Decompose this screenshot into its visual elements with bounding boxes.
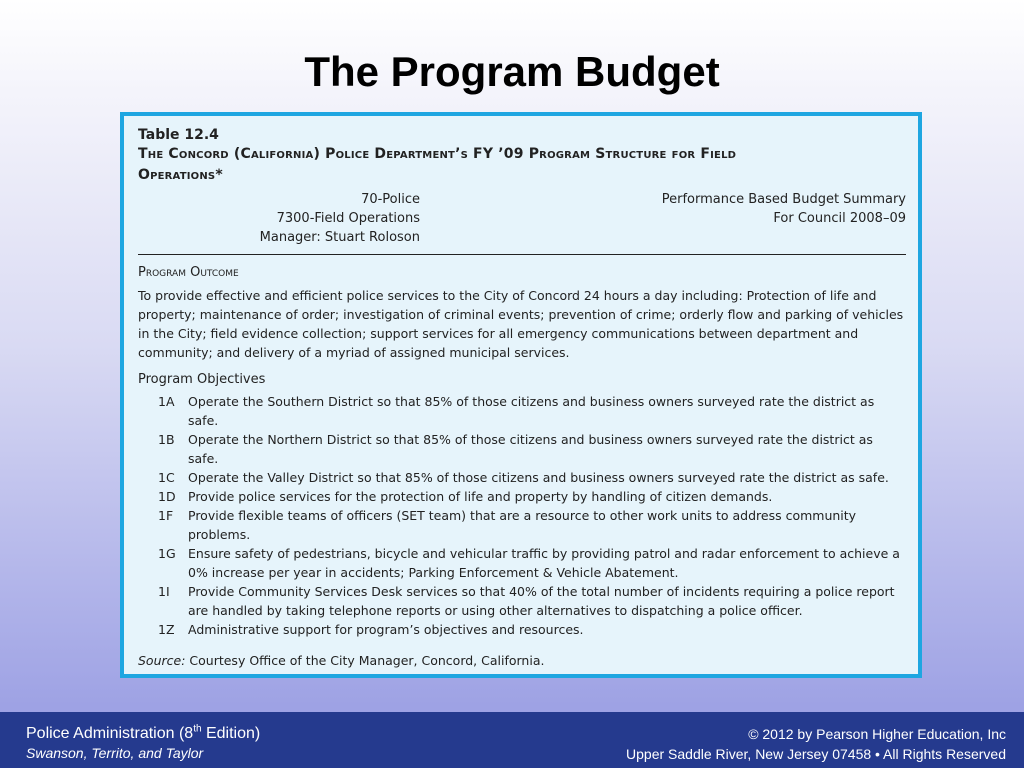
footer-right <box>626 724 1006 764</box>
objective-text: Operate the Valley District so that 85% of those citizens and business owners surveyed rate the district as safe. <box>188 470 889 485</box>
objective-code: 1F <box>158 508 174 523</box>
divider <box>138 254 906 255</box>
objective-text: Provide flexible teams of officers (SET team) that are a resource to other work units to address community problems. <box>188 508 857 542</box>
footer-bar <box>0 712 1024 768</box>
objective-item <box>138 620 906 639</box>
source-text: Courtesy Office of the City Manager, Concord, California. <box>189 653 545 668</box>
book-title-main: Police Administration (8 <box>26 725 194 742</box>
source-label: Source: <box>138 653 186 668</box>
meta-division: 7300-Field Operations <box>276 211 420 226</box>
footer-left <box>26 724 260 762</box>
book-title-suffix: Edition) <box>201 725 261 742</box>
objective-item <box>138 506 906 544</box>
meta-left <box>138 190 420 247</box>
slide-title: The Program Budget <box>304 48 720 95</box>
table-frame <box>120 112 922 678</box>
objective-item <box>138 430 906 468</box>
objectives-heading: Program Objectives <box>138 372 266 387</box>
objective-item <box>138 544 906 582</box>
objective-text: Provide police services for the protection of life and property by handling of citizen demands. <box>188 489 773 504</box>
edition-superscript: th <box>193 723 202 735</box>
copyright: © 2012 by Pearson Higher Education, Inc <box>748 726 1006 742</box>
authors: Swanson, Territo, and Taylor <box>26 745 204 761</box>
table-content <box>138 126 906 670</box>
objective-text: Operate the Southern District so that 85% of those citizens and business owners surveyed rate the district as safe. <box>188 394 875 428</box>
objective-text: Ensure safety of pedestrians, bicycle and vehicular traffic by providing patrol and radar enforcement to achieve a 0% increase per year in accidents; Parking Enforcement & Vehicle Abatement. <box>188 546 900 580</box>
objective-code: 1G <box>158 546 176 561</box>
objective-code: 1I <box>158 584 170 599</box>
meta-budget-summary: Performance Based Budget Summary <box>661 192 906 207</box>
objective-item <box>138 392 906 430</box>
objectives-list <box>138 392 906 639</box>
outcome-text: To provide effective and efficient police services to the City of Concord 24 hours a day including: Protection of life and property; maintenance of order; investigation of criminal events; prevention of crime; orderly flow and parking of vehicles in the City; field evidence collection; support services for all emergency communications between department and community; and delivery of a myriad of assigned municipal services. <box>138 288 904 360</box>
outcome-heading: Program Outcome <box>138 265 239 280</box>
objective-code: 1Z <box>158 622 175 637</box>
objective-item <box>138 487 906 506</box>
meta-right <box>662 190 906 228</box>
objective-code: 1B <box>158 432 175 447</box>
source-line <box>138 651 906 670</box>
meta-council-year: For Council 2008–09 <box>773 211 906 226</box>
objective-item <box>138 468 906 487</box>
objective-code: 1C <box>158 470 175 485</box>
objective-item <box>138 582 906 620</box>
table-heading: The Concord (California) Police Department’s FY ’09 Program Structure for Field Operations* <box>138 146 737 183</box>
table-number: Table 12.4 <box>138 127 219 143</box>
objective-text: Provide Community Services Desk services so that 40% of the total number of incidents requiring a police report are handled by taking telephone reports or using other alternatives to dispatching a police officer. <box>188 584 895 618</box>
objective-code: 1A <box>158 394 175 409</box>
objective-text: Operate the Northern District so that 85% of those citizens and business owners surveyed rate the district as safe. <box>188 432 873 466</box>
meta-manager: Manager: Stuart Roloson <box>259 230 420 245</box>
objective-code: 1D <box>158 489 176 504</box>
objective-text: Administrative support for program’s objectives and resources. <box>188 622 584 637</box>
table-meta <box>138 190 906 252</box>
meta-department: 70-Police <box>361 192 420 207</box>
publisher-address: Upper Saddle River, New Jersey 07458 • All Rights Reserved <box>626 746 1006 762</box>
book-title <box>26 724 260 744</box>
